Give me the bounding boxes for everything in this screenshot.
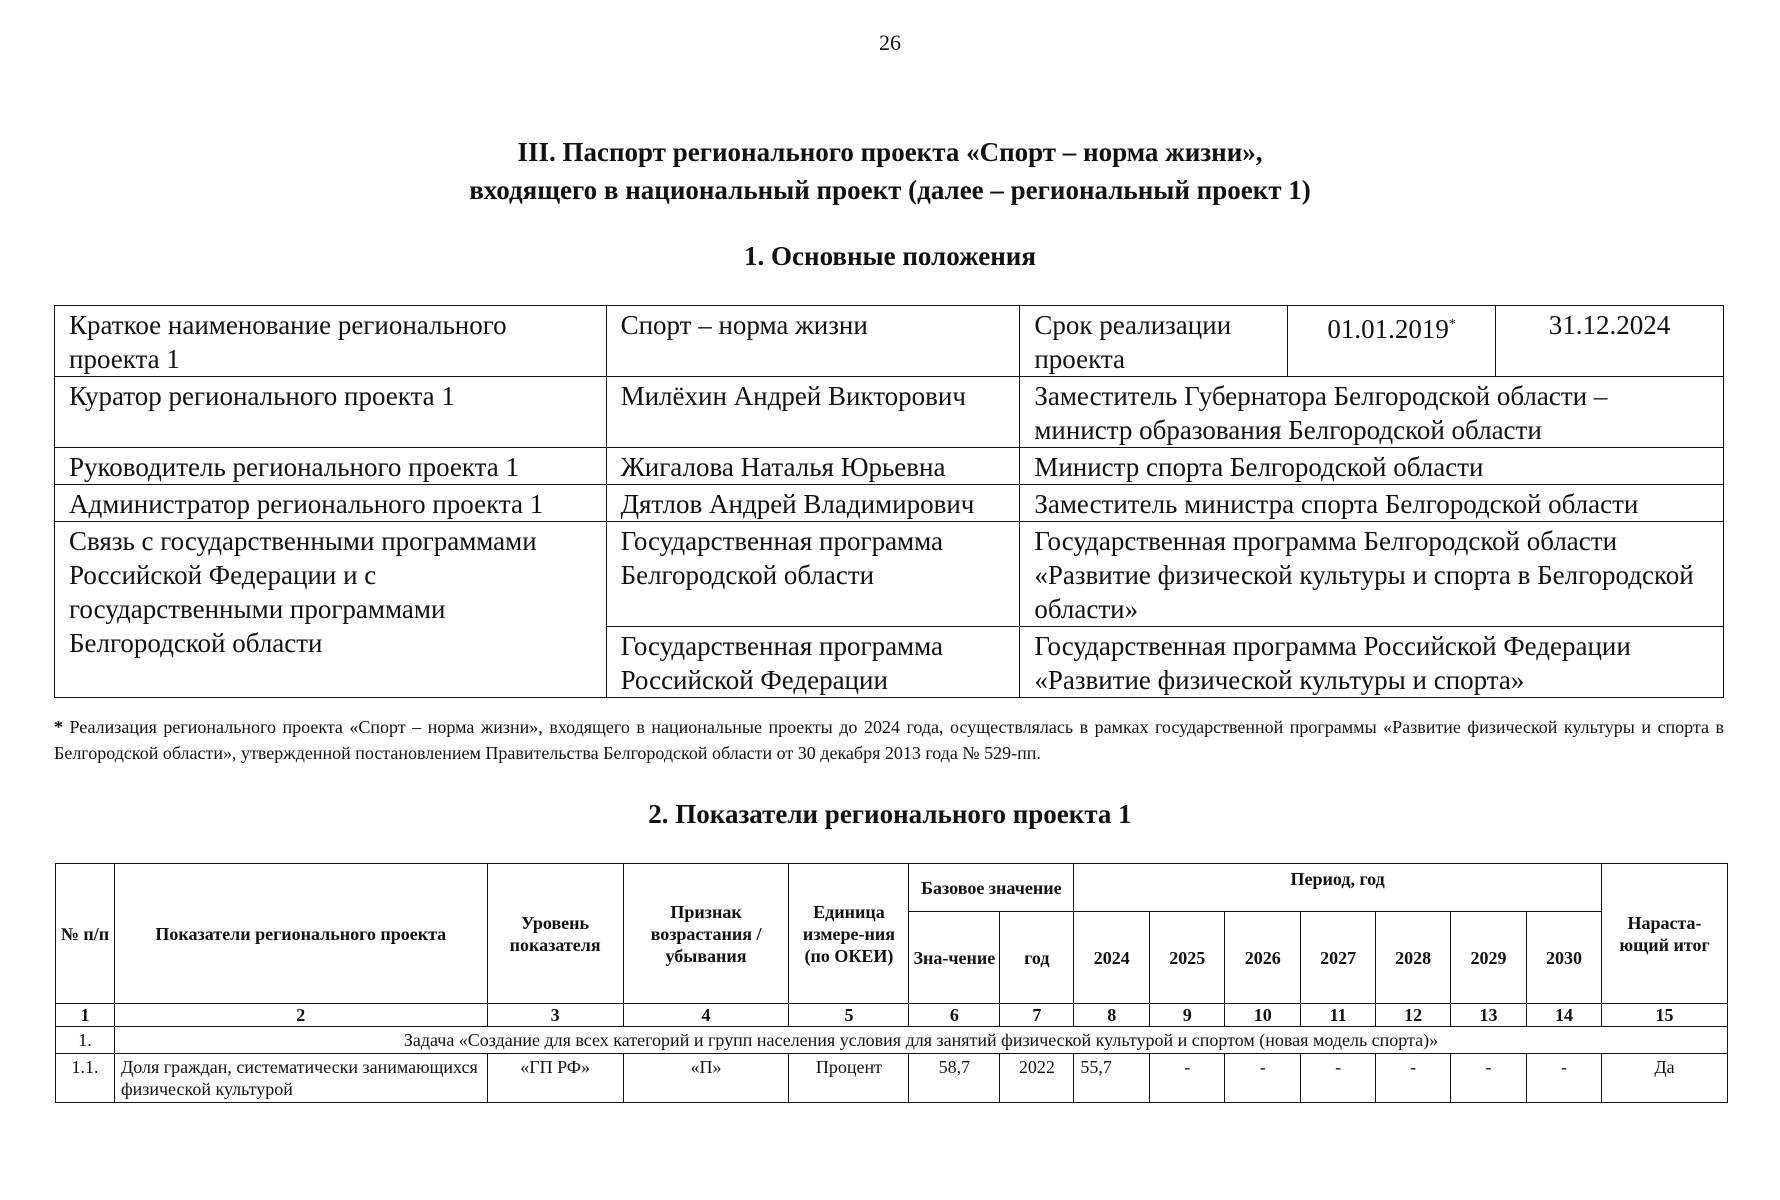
term-end: 31.12.2024 <box>1496 306 1724 377</box>
header-year: 2027 <box>1301 912 1376 1004</box>
short-name-label: Краткое наименование регионального проекта 1 <box>55 306 607 377</box>
row-base-value: 58,7 <box>909 1054 1000 1103</box>
head-position: Министр спорта Белгородской области <box>1020 448 1724 485</box>
table-row <box>55 306 1724 377</box>
head-name: Жигалова Наталья Юрьевна <box>606 448 1020 485</box>
table-row <box>55 448 1724 485</box>
column-number: 8 <box>1074 1004 1150 1027</box>
row-value: - <box>1527 1054 1602 1103</box>
row-value: - <box>1301 1054 1376 1103</box>
term-label: Срок реализации проекта <box>1020 306 1288 377</box>
curator-label: Куратор регионального проекта 1 <box>55 377 607 448</box>
row-level: «ГП РФ» <box>487 1054 623 1103</box>
column-number: 6 <box>909 1004 1000 1027</box>
column-number: 5 <box>789 1004 909 1027</box>
header-year: 2030 <box>1527 912 1602 1004</box>
link-program1-type: Государственная программа Белгородской области <box>606 522 1020 627</box>
header-year: 2028 <box>1376 912 1451 1004</box>
column-number: 9 <box>1150 1004 1225 1027</box>
term-start-footnote-mark: * <box>1448 317 1456 332</box>
table-row <box>55 377 1724 448</box>
header-period: Период, год <box>1074 864 1602 912</box>
row-value: - <box>1376 1054 1451 1103</box>
task-text: Задача «Создание для всех категорий и групп населения условия для занятий физической культурой и спортом (новая модель спорта)» <box>114 1027 1727 1054</box>
header-base: Базовое значение <box>909 864 1074 912</box>
admin-position: Заместитель министра спорта Белгородской области <box>1020 485 1724 522</box>
head-label: Руководитель регионального проекта 1 <box>55 448 607 485</box>
row-cumulative: Да <box>1601 1054 1727 1103</box>
header-level: Уровень показателя <box>487 864 623 1004</box>
term-start: 01.01.2019 <box>1327 314 1449 344</box>
column-number: 11 <box>1301 1004 1376 1027</box>
admin-name: Дятлов Андрей Владимирович <box>606 485 1020 522</box>
column-number: 15 <box>1601 1004 1727 1027</box>
row-trend: «П» <box>623 1054 789 1103</box>
link-program2-type: Государственная программа Российской Федерации <box>606 627 1020 698</box>
page-number: 26 <box>879 30 901 55</box>
row-value: - <box>1150 1054 1225 1103</box>
column-number: 14 <box>1527 1004 1602 1027</box>
row-indicator: Доля граждан, систематически занимающихся физической культурой <box>114 1054 487 1103</box>
section2-title: 2. Показатели регионального проекта 1 <box>648 799 1132 829</box>
curator-position: Заместитель Губернатора Белгородской области – министр образования Белгородской области <box>1020 377 1724 448</box>
short-name-value: Спорт – норма жизни <box>606 306 1020 377</box>
document-title-line1: III. Паспорт регионального проекта «Спорт – норма жизни», <box>517 137 1263 167</box>
table-header-row <box>56 864 1728 912</box>
header-base-value: Зна-чение <box>909 912 1000 1004</box>
header-base-year: год <box>1000 912 1074 1004</box>
column-number: 4 <box>623 1004 789 1027</box>
row-value: 55,7 <box>1074 1054 1150 1103</box>
main-provisions-table <box>54 305 1724 698</box>
link-program1-name: Государственная программа Белгородской области «Развитие физической культуры и спорта в Белгородской области» <box>1020 522 1724 627</box>
row-num: 1.1. <box>56 1054 115 1103</box>
row-value: - <box>1225 1054 1301 1103</box>
section1-title: 1. Основные положения <box>744 241 1036 271</box>
link-program2-name: Государственная программа Российской Федерации «Развитие физической культуры и спорта» <box>1020 627 1724 698</box>
header-year: 2029 <box>1451 912 1527 1004</box>
header-year: 2025 <box>1150 912 1225 1004</box>
column-number: 2 <box>114 1004 487 1027</box>
table-row <box>56 1054 1728 1103</box>
admin-label: Администратор регионального проекта 1 <box>55 485 607 522</box>
column-number: 13 <box>1451 1004 1527 1027</box>
column-number: 1 <box>56 1004 115 1027</box>
header-trend: Признак возрастания / убывания <box>623 864 789 1004</box>
indicators-table <box>55 863 1728 1103</box>
footnote <box>54 714 1724 766</box>
column-number: 12 <box>1376 1004 1451 1027</box>
link-label: Связь с государственными программами Российской Федерации и с государственными программами Белгородской области <box>55 522 607 698</box>
row-value: - <box>1451 1054 1527 1103</box>
header-cumulative: Нараста-ющий итог <box>1601 864 1727 1004</box>
task-num: 1. <box>56 1027 115 1054</box>
header-unit: Единица измере-ния (по ОКЕИ) <box>789 864 909 1004</box>
row-unit: Процент <box>789 1054 909 1103</box>
header-year: 2024 <box>1074 912 1150 1004</box>
column-number: 3 <box>487 1004 623 1027</box>
row-base-year: 2022 <box>1000 1054 1074 1103</box>
header-num: № п/п <box>56 864 115 1004</box>
table-row <box>55 522 1724 627</box>
header-year: 2026 <box>1225 912 1301 1004</box>
curator-name: Милёхин Андрей Викторович <box>606 377 1020 448</box>
term-start-cell <box>1288 306 1496 377</box>
table-row <box>55 485 1724 522</box>
footnote-text: Реализация регионального проекта «Спорт – норма жизни», входящего в национальные проекты до 2024 года, осуществлялась в рамках государственной программы «Развитие физической культуры и спорта в Белгородской области», утвержденной постановлением Правительства Белгородской области от 30 декабря 2013 года № 529-пп. <box>54 717 1724 763</box>
document-title-line2: входящего в национальный проект (далее – региональный проект 1) <box>469 175 1311 205</box>
column-number: 10 <box>1225 1004 1301 1027</box>
column-number: 7 <box>1000 1004 1074 1027</box>
column-numbers-row <box>56 1004 1728 1027</box>
task-row <box>56 1027 1728 1054</box>
footnote-mark: * <box>54 717 63 737</box>
header-indicator: Показатели регионального проекта <box>114 864 487 1004</box>
